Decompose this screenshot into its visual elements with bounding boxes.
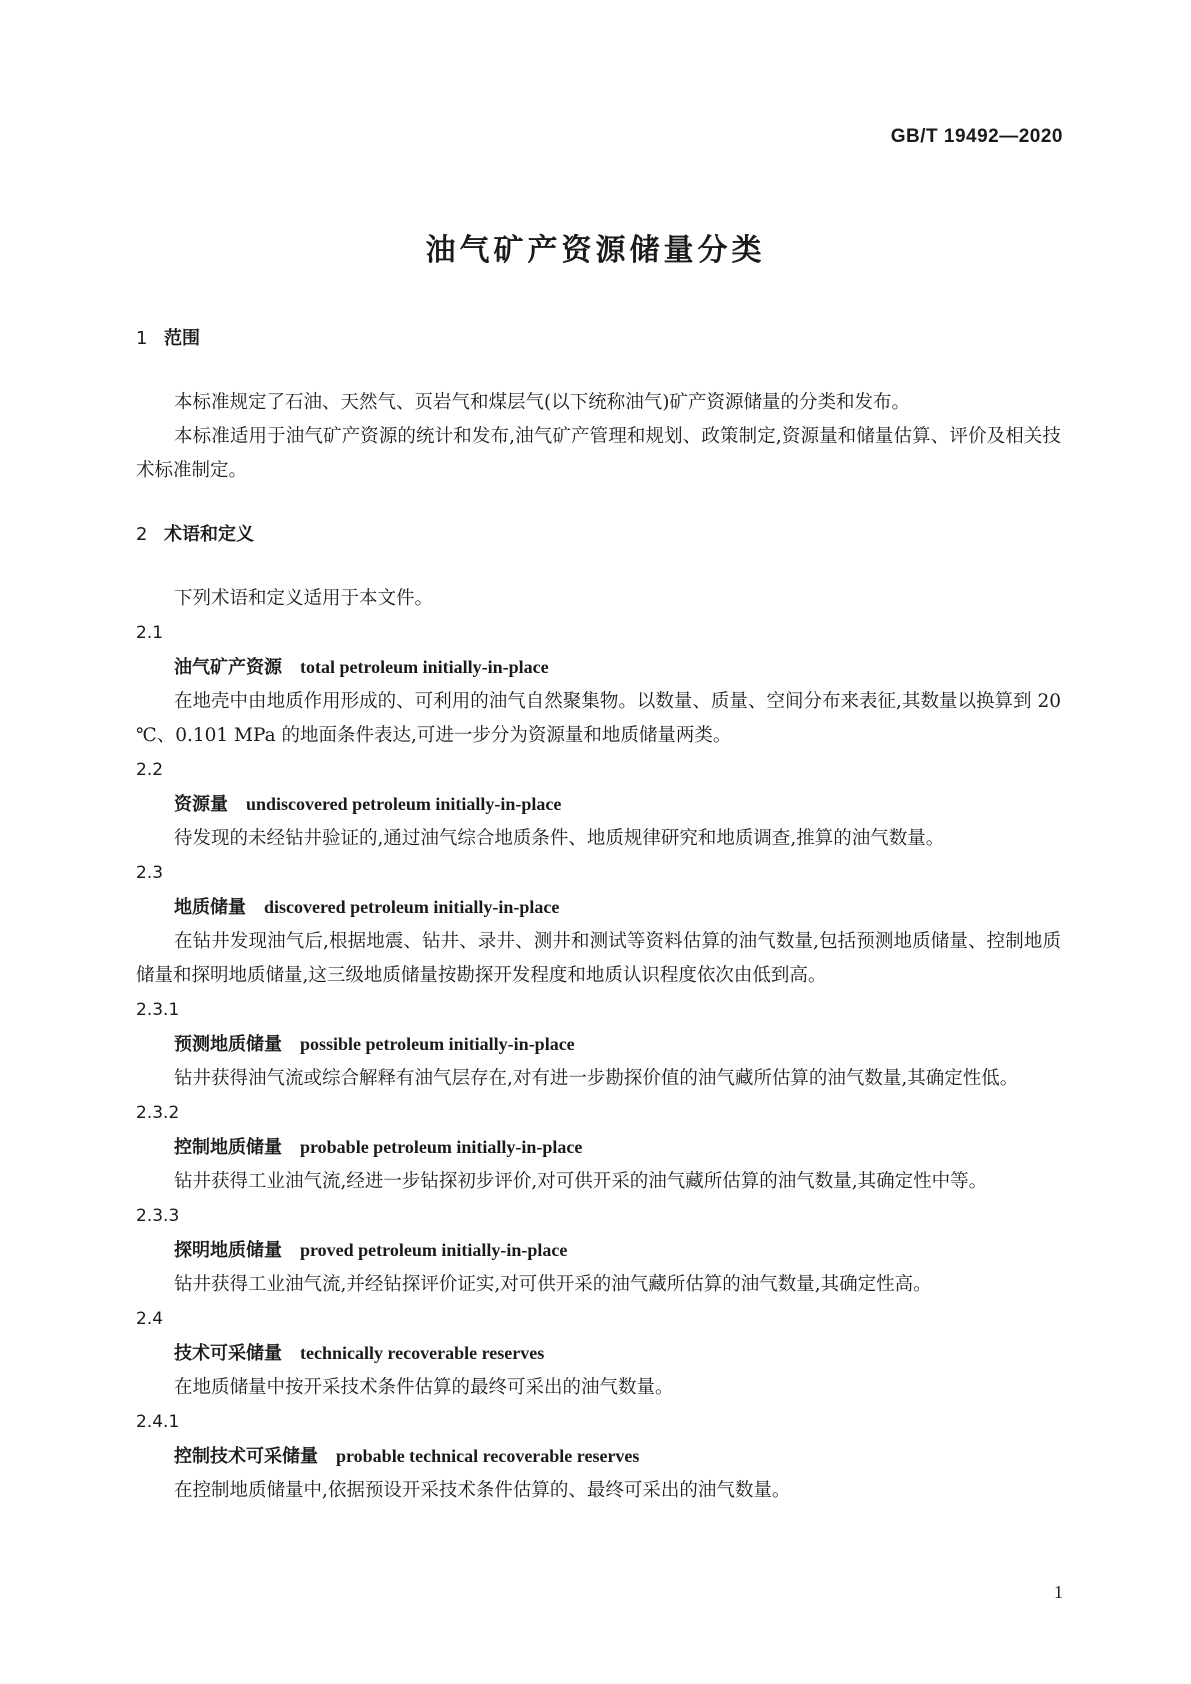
section-title: 术语和定义 bbox=[164, 524, 254, 545]
standard-number: GB/T 19492—2020 bbox=[890, 126, 1063, 147]
term-id: 2.3.1 bbox=[136, 1000, 180, 1020]
term-english: discovered petroleum initially-in-place bbox=[264, 897, 560, 917]
scope-paragraph: 本标准适用于油气矿产资源的统计和发布,油气矿产管理和规划、政策制定,资源量和储量估算、评价及相关技术标准制定。 bbox=[136, 426, 1061, 481]
term-chinese: 地质储量 bbox=[174, 897, 246, 918]
term-definition: 在地壳中由地质作用形成的、可利用的油气自然聚集物。以数量、质量、空间分布来表征,其数量以换算到 20 ℃、0.101 MPa 的地面条件表达,可进一步分为资源量和地质储量两类。 bbox=[136, 691, 1061, 746]
terms-intro: 下列术语和定义适用于本文件。 bbox=[174, 588, 434, 609]
page-number: 1 bbox=[1054, 1582, 1063, 1602]
term-entry bbox=[136, 1096, 1061, 1199]
document-body bbox=[136, 326, 1061, 1508]
term-entry bbox=[136, 1302, 1061, 1405]
term-chinese: 控制技术可采储量 bbox=[174, 1446, 318, 1467]
term-entry bbox=[136, 753, 1061, 856]
term-english: proved petroleum initially-in-place bbox=[300, 1240, 568, 1260]
term-chinese: 资源量 bbox=[174, 794, 228, 815]
term-id: 2.3.2 bbox=[136, 1103, 180, 1123]
term-english: possible petroleum initially-in-place bbox=[300, 1034, 575, 1054]
term-entry bbox=[136, 856, 1061, 993]
term-english: probable technical recoverable reserves bbox=[336, 1446, 640, 1466]
term-entry bbox=[136, 1405, 1061, 1508]
term-id: 2.3 bbox=[136, 863, 164, 883]
term-english: probable petroleum initially-in-place bbox=[300, 1137, 583, 1157]
term-definition: 在控制地质储量中,依据预设开采技术条件估算的、最终可采出的油气数量。 bbox=[174, 1480, 791, 1501]
term-id: 2.2 bbox=[136, 760, 164, 780]
scope-paragraph: 本标准规定了石油、天然气、页岩气和煤层气(以下统称油气)矿产资源储量的分类和发布。 bbox=[174, 392, 910, 413]
term-entry bbox=[136, 616, 1061, 753]
term-chinese: 预测地质储量 bbox=[174, 1034, 282, 1055]
term-chinese: 探明地质储量 bbox=[174, 1240, 282, 1261]
term-definition: 钻井获得油气流或综合解释有油气层存在,对有进一步勘探价值的油气藏所估算的油气数量,其确定性低。 bbox=[174, 1068, 1019, 1089]
section-heading-scope bbox=[136, 326, 1061, 352]
term-definition: 钻井获得工业油气流,经进一步钻探初步评价,对可供开采的油气藏所估算的油气数量,其确定性中等。 bbox=[174, 1171, 988, 1192]
section-number: 2 bbox=[136, 524, 148, 545]
term-entry bbox=[136, 993, 1061, 1096]
term-id: 2.1 bbox=[136, 623, 164, 643]
term-id: 2.3.3 bbox=[136, 1206, 180, 1226]
document-title: 油气矿产资源储量分类 bbox=[425, 233, 766, 268]
term-id: 2.4.1 bbox=[136, 1412, 180, 1432]
term-entry bbox=[136, 1199, 1061, 1302]
term-definition: 钻井获得工业油气流,并经钻探评价证实,对可供开采的油气藏所估算的油气数量,其确定性高。 bbox=[174, 1274, 932, 1295]
term-english: undiscovered petroleum initially-in-place bbox=[246, 794, 562, 814]
section-number: 1 bbox=[136, 328, 148, 349]
term-chinese: 油气矿产资源 bbox=[174, 657, 282, 678]
term-definition: 在钻井发现油气后,根据地震、钻井、录井、测井和测试等资料估算的油气数量,包括预测地质储量、控制地质储量和探明地质储量,这三级地质储量按勘探开发程度和地质认识程度依次由低到高。 bbox=[136, 931, 1061, 986]
section-heading-terms bbox=[136, 522, 1061, 548]
term-english: total petroleum initially-in-place bbox=[300, 657, 549, 677]
term-english: technically recoverable reserves bbox=[300, 1343, 545, 1363]
term-chinese: 技术可采储量 bbox=[174, 1343, 282, 1364]
term-definition: 待发现的未经钻井验证的,通过油气综合地质条件、地质规律研究和地质调查,推算的油气数量。 bbox=[174, 828, 945, 849]
term-chinese: 控制地质储量 bbox=[174, 1137, 282, 1158]
term-definition: 在地质储量中按开采技术条件估算的最终可采出的油气数量。 bbox=[174, 1377, 674, 1398]
section-title: 范围 bbox=[164, 328, 200, 349]
term-id: 2.4 bbox=[136, 1309, 164, 1329]
